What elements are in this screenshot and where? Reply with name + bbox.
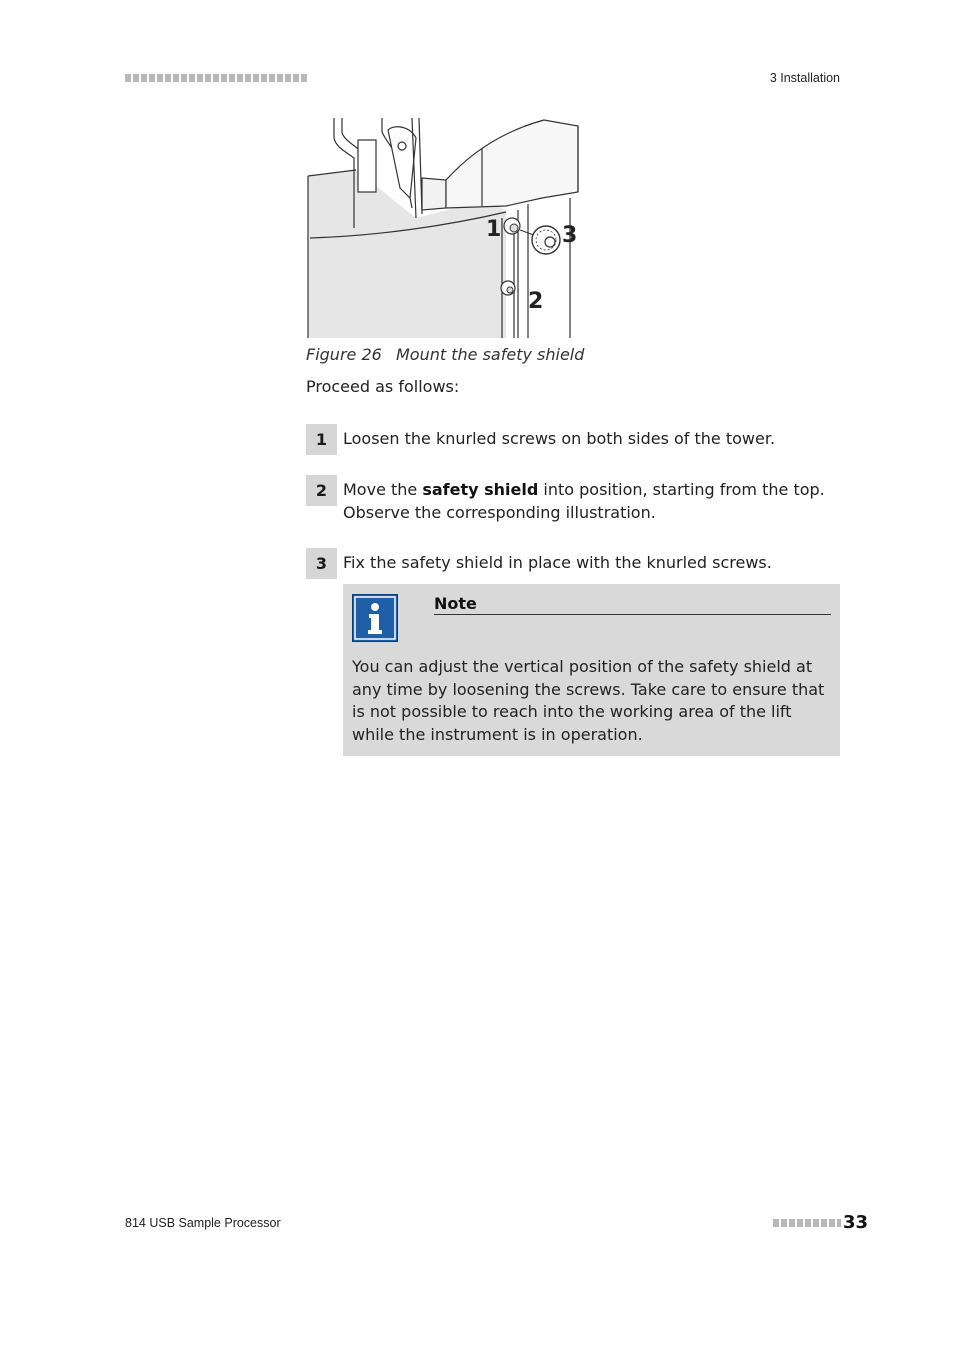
safety-shield-term: safety shield [422,480,539,499]
step-text-part: into position, starting from the top. Observe the corresponding illustration. [343,480,825,522]
figure-caption [306,345,584,364]
header-section-title: 3 Installation [769,71,840,85]
step-text: Loosen the knurled screws on both sides of the tower. [343,429,776,448]
step-text: Fix the safety shield in place with the knurled screws. [343,553,772,572]
note-body: You can adjust the vertical position of the safety shield at any time by loosening the screws. Take care to ensure that is not possible to reach into the working area of the lift while the instrument is in operation. [352,657,825,744]
page-number: 33 [842,1212,868,1233]
intro-text: Proceed as follows: [306,377,460,396]
step-number: 1 [306,424,337,455]
header-decoration [125,74,307,82]
callout-2: 2 [528,289,544,314]
callout-1: 1 [486,217,502,242]
step-1 [306,424,840,451]
safety-shield-figure [306,118,581,340]
step-text [343,475,840,524]
footer-document-title: 814 USB Sample Processor [125,1216,281,1230]
note-title: Note [434,594,831,615]
step-2 [306,475,840,524]
step-3 [306,548,840,575]
info-icon [352,594,398,642]
step-number: 2 [306,475,337,506]
figure-title: Mount the safety shield [396,345,585,364]
note-box [343,584,840,756]
step-text-part: Move the [343,480,423,499]
callout-3: 3 [562,223,578,248]
step-number: 3 [306,548,337,579]
figure-number: Figure 26 [306,345,382,364]
footer-decoration [773,1219,841,1227]
